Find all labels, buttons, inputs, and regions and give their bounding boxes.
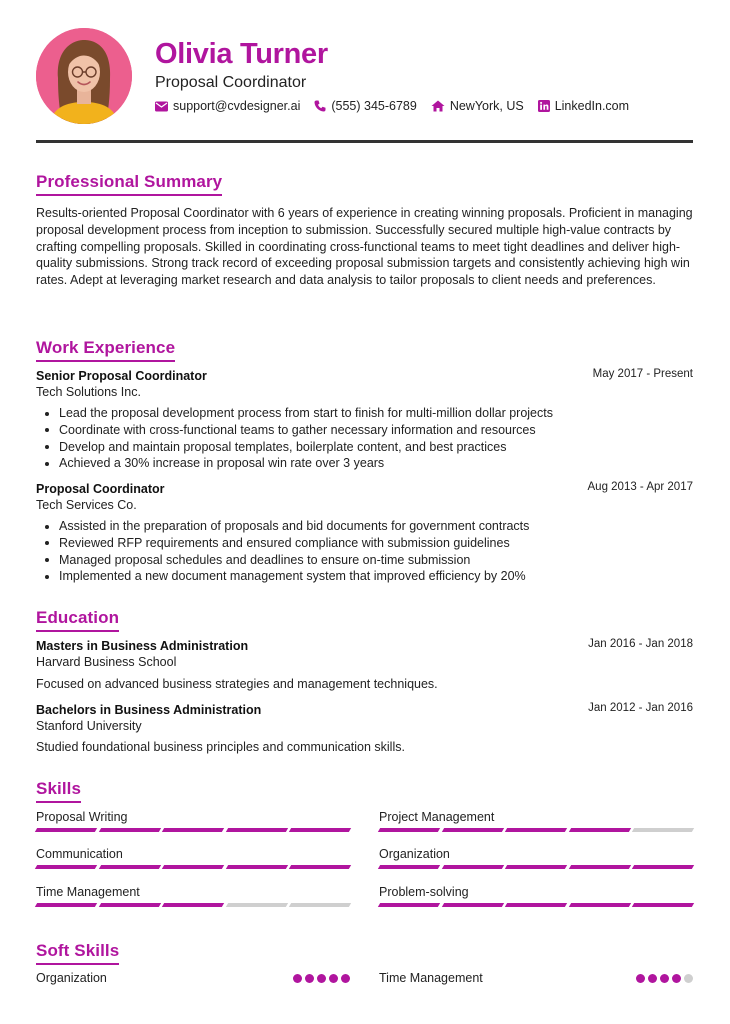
degree-description: Focused on advanced business strategies and management techniques. (36, 677, 438, 691)
contact-email-text: support@cvdesigner.ai (173, 99, 301, 113)
skill-segment-filled (441, 903, 503, 907)
skill-segment-filled (98, 903, 160, 907)
degree-school: Stanford University (36, 719, 142, 733)
list-item: Reviewed RFP requirements and ensured compliance with submission guidelines (44, 535, 529, 552)
contact-phone-text: (555) 345-6789 (331, 99, 417, 113)
skill-item (36, 809, 350, 832)
rating-dot-filled (329, 974, 338, 983)
skill-segment-empty (226, 903, 288, 907)
list-item: Implemented a new document management system that improved efficiency by 20% (44, 568, 529, 585)
list-item: Achieved a 30% increase in proposal win rate over 3 years (44, 455, 553, 472)
skill-segment-filled (378, 865, 440, 869)
resume-header (0, 0, 730, 140)
job-role: Senior Proposal Coordinator (36, 369, 207, 383)
rating-dot-filled (317, 974, 326, 983)
skill-label: Problem-solving (379, 885, 469, 899)
degree-title: Masters in Business Administration (36, 639, 249, 653)
avatar (36, 28, 132, 124)
rating-dot-filled (672, 974, 681, 983)
degree-title: Bachelors in Business Administration (36, 703, 262, 717)
header-divider (36, 140, 693, 143)
skill-label: Time Management (36, 885, 140, 899)
rating-dot-filled (660, 974, 669, 983)
skill-segment-filled (162, 903, 224, 907)
phone-icon (314, 100, 326, 112)
contact-list (155, 99, 629, 113)
rating-dot-filled (305, 974, 314, 983)
skill-segment-filled (162, 828, 224, 832)
skill-item (379, 809, 693, 832)
degree-description: Studied foundational business principles and communication skills. (36, 740, 405, 754)
skill-segment-empty (289, 903, 351, 907)
contact-phone[interactable] (314, 99, 416, 113)
skill-level-bar (379, 828, 693, 832)
skill-segment-filled (35, 903, 97, 907)
contact-location (431, 99, 524, 113)
skill-segment-filled (98, 865, 160, 869)
list-item: Lead the proposal development process from start to finish for multi-million dollar projects (44, 405, 553, 422)
degree-school: Harvard Business School (36, 655, 177, 669)
list-item: Assisted in the preparation of proposals and bid documents for government contracts (44, 518, 529, 535)
job-title: Proposal Coordinator (155, 74, 307, 91)
job-bullets (44, 518, 529, 585)
skill-segment-filled (35, 865, 97, 869)
skill-level-bar (379, 903, 693, 907)
skill-level-bar (36, 865, 350, 869)
skill-item (36, 846, 350, 869)
rating-dot-empty (684, 974, 693, 983)
soft-skill-item (379, 970, 693, 986)
rating-dot-filled (341, 974, 350, 983)
skill-segment-filled (162, 865, 224, 869)
skill-label: Proposal Writing (36, 810, 128, 824)
skill-item (379, 846, 693, 869)
rating-dot-filled (648, 974, 657, 983)
skill-segment-filled (632, 865, 694, 869)
skill-level-bar (36, 903, 350, 907)
skill-segment-filled (569, 903, 631, 907)
skill-segment-filled (378, 828, 440, 832)
skill-segment-filled (505, 903, 567, 907)
skill-segment-filled (35, 828, 97, 832)
skill-segment-filled (505, 828, 567, 832)
envelope-icon (155, 101, 168, 112)
job-company: Tech Services Co. (36, 498, 137, 512)
degree-dates: Jan 2016 - Jan 2018 (588, 638, 693, 650)
skill-item (36, 884, 350, 907)
skill-level-bar (379, 865, 693, 869)
skill-segment-filled (289, 865, 351, 869)
skill-segment-filled (569, 828, 631, 832)
skill-segment-filled (441, 828, 503, 832)
summary-heading: Professional Summary (36, 172, 222, 196)
job-bullets (44, 405, 553, 472)
education-heading: Education (36, 608, 119, 632)
skills-heading: Skills (36, 779, 81, 803)
skill-segment-filled (226, 828, 288, 832)
skill-segment-filled (632, 903, 694, 907)
skill-segment-empty (632, 828, 694, 832)
soft-skill-rating (636, 974, 693, 983)
list-item: Managed proposal schedules and deadlines to ensure on-time submission (44, 552, 529, 569)
contact-linkedin-text: LinkedIn.com (554, 99, 630, 113)
skill-label: Communication (36, 847, 123, 861)
skill-level-bar (36, 828, 350, 832)
soft-skill-label: Organization (36, 971, 107, 985)
rating-dot-filled (636, 974, 645, 983)
skill-segment-filled (505, 865, 567, 869)
degree-dates: Jan 2012 - Jan 2016 (588, 702, 693, 714)
skill-segment-filled (441, 865, 503, 869)
soft-skills-heading: Soft Skills (36, 941, 119, 965)
rating-dot-filled (293, 974, 302, 983)
contact-email[interactable] (155, 99, 300, 113)
job-dates: Aug 2013 - Apr 2017 (587, 481, 693, 493)
candidate-name: Olivia Turner (155, 38, 328, 70)
job-role: Proposal Coordinator (36, 482, 165, 496)
soft-skill-rating (293, 974, 350, 983)
contact-linkedin[interactable] (538, 99, 629, 113)
skill-segment-filled (226, 865, 288, 869)
contact-location-text: NewYork, US (449, 99, 524, 113)
job-dates: May 2017 - Present (592, 368, 693, 380)
list-item: Develop and maintain proposal templates, boilerplate content, and best practices (44, 439, 553, 456)
linkedin-icon (538, 100, 550, 112)
skill-item (379, 884, 693, 907)
soft-skill-label: Time Management (379, 971, 483, 985)
list-item: Coordinate with cross-functional teams to gather necessary information and resources (44, 422, 553, 439)
skill-segment-filled (289, 828, 351, 832)
job-company: Tech Solutions Inc. (36, 385, 141, 399)
skill-label: Organization (379, 847, 450, 861)
experience-heading: Work Experience (36, 338, 175, 362)
skill-segment-filled (98, 828, 160, 832)
skill-label: Project Management (379, 810, 495, 824)
skill-segment-filled (378, 903, 440, 907)
soft-skill-item (36, 970, 350, 986)
home-icon (431, 100, 445, 112)
skill-segment-filled (569, 865, 631, 869)
avatar-portrait-icon (36, 28, 132, 124)
summary-text: Results-oriented Proposal Coordinator with 6 years of experience in creating winning proposals. Proficient in managing proposal development process from inception to submission. Successfully secured multiple high-value contracts by crafting compelling proposals. Skilled in coordinating cross-functional teams to meet tight deadlines and deliver high-quality submissions. Strong track record of exceeding proposal submission targets and consistently achieving high win rates. Adept at leveraging market research and data analysis to tailor proposals to client needs and preferences. (36, 206, 693, 288)
